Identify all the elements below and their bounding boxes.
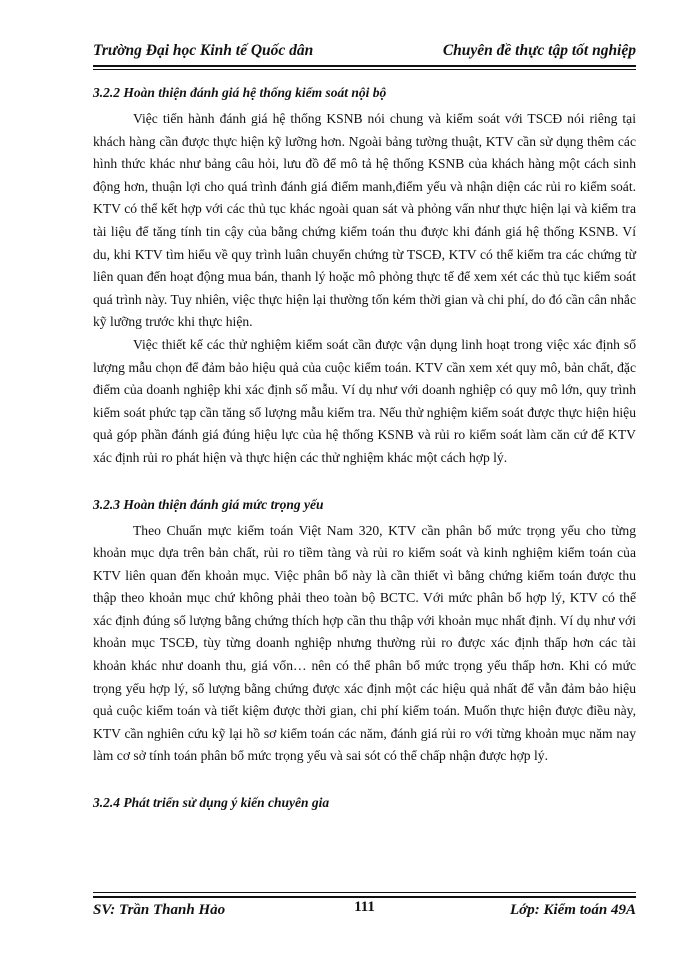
header-doc-title: Chuyên đề thực tập tốt nghiệp — [442, 42, 636, 59]
page-number: 111 — [354, 899, 375, 915]
header-rule-thick — [93, 65, 636, 67]
header-rule-thin — [93, 69, 636, 70]
footer-class: Lớp: Kiểm toán 49A — [510, 902, 636, 918]
section-heading-3-2-2: 3.2.2 Hoàn thiện đánh giá hệ thống kiểm soát nội bộ — [93, 85, 387, 100]
paragraph: Việc thiết kế các thử nghiệm kiểm soát cần được vận dụng linh hoạt trong việc xác định số lượng mẫu chọn để đảm bảo hiệu quả của cuộc kiểm toán. KTV cần xem xét quy mô, bản chất, đặc điểm của doanh nghiệp khi xác định số mẫu. Ví dụ như với doanh nghiệp có quy mô lớn, quy trình kiểm soát phức tạp cần tăng số lượng mẫu kiểm tra. Nếu thử nghiệm kiểm soát được thực hiện hiệu quả góp phần đánh giá đúng hiệu lực của hệ thống KSNB và rủi ro kiểm soát làm căn cứ để KTV xác định rủi ro phát hiện và thực hiện các thử nghiệm khác một cách hợp lý. — [93, 336, 636, 465]
section-heading-3-2-3: 3.2.3 Hoàn thiện đánh giá mức trọng yếu — [93, 496, 324, 512]
spacer — [93, 768, 636, 788]
section-heading-3-2-4: 3.2.4 Phát triển sử dụng ý kiến chuyên gia — [93, 795, 330, 811]
footer-rule-thick — [93, 896, 636, 898]
paragraph: Việc tiến hành đánh giá hệ thống KSNB nói chung và kiểm soát với TSCĐ nói riêng tại khách hàng cần được thực hiện kỹ lưỡng hơn. Ngoài bảng tường thuật, KTV cần sử dụng thêm các hình thức khác như bảng câu hỏi, lưu đồ để mô tả hệ thống KSNB của khách hàng một cách sinh động hơn, thuận lợi cho quá trình đánh giá điểm manh,điểm yếu và nhận diện các rủi ro kiểm soát. KTV có thể kết hợp với các thủ tục khác ngoài quan sát và phỏng vấn như thực hiện lại và kiểm tra tài liệu để tăng tính tin cậy của bằng chứng kiểm toán thu được khi đánh giá hệ thống KSNB. Ví du, khi KTV tìm hiểu về quy trình luân chuyển chứng từ TSCĐ, KTV có thể kiểm tra các chứng từ liên quan đến hoạt động mua bán, thanh lý hoặc mô phỏng thực tế để xem xét các thủ tục kiểm soát quá trình này. Tuy nhiên, việc thực hiện lại thường tốn kém thời gian và chi phí, do đó cần cân nhắc kỹ lưỡng trước khi thực hiện. — [93, 111, 636, 330]
footer-student: SV: Trần Thanh Hảo — [93, 902, 226, 918]
page-header — [93, 40, 636, 66]
spacer — [93, 470, 636, 490]
footer-rule-thin — [93, 892, 636, 893]
page-footer — [93, 899, 636, 923]
paragraph: Theo Chuẩn mực kiểm toán Việt Nam 320, KTV cần phân bổ mức trọng yếu cho từng khoản mục dựa trên bản chất, rủi ro tiềm tàng và rủi ro kiểm soát và kinh nghiệm kiểm toán của KTV liên quan đến khoản mục. Việc phân bổ này là cần thiết vì bằng chứng kiểm toán được thu thập theo khoản mục chứ không phải theo toàn bộ BCTC. Với mức phân bổ hợp lý, KTV có thể xác định đúng số lượng bằng chứng thích hợp cần thu thập với khoản mục nhất định. Ví dụ như với khoản mục TSCĐ, tùy từng doanh nghiệp nhưng thường rủi ro được xác định thấp hơn các tài khoản khác như doanh thu, giá vốn… nên có thể phân bổ mức trọng yếu thấp hơn. Khi có mức trọng yếu hợp lý, số lượng bằng chứng được xác định một các hiệu quả nhất để vẫn đảm bảo hiệu quả cuộc kiểm toán và tiết kiệm được thời gian, chi phí kiểm toán. Muốn thực hiện được điều này, KTV cần nghiên cứu kỹ lại hồ sơ kiểm toán các năm, đánh giá rủi ro với từng khoản mục năm nay làm cơ sở tính toán phân bổ mức trọng yếu và sai sót có thể chấp nhận được hợp lý. — [93, 522, 636, 764]
header-university: Trường Đại học Kinh tế Quốc dân — [93, 42, 314, 59]
page-body — [93, 78, 636, 818]
